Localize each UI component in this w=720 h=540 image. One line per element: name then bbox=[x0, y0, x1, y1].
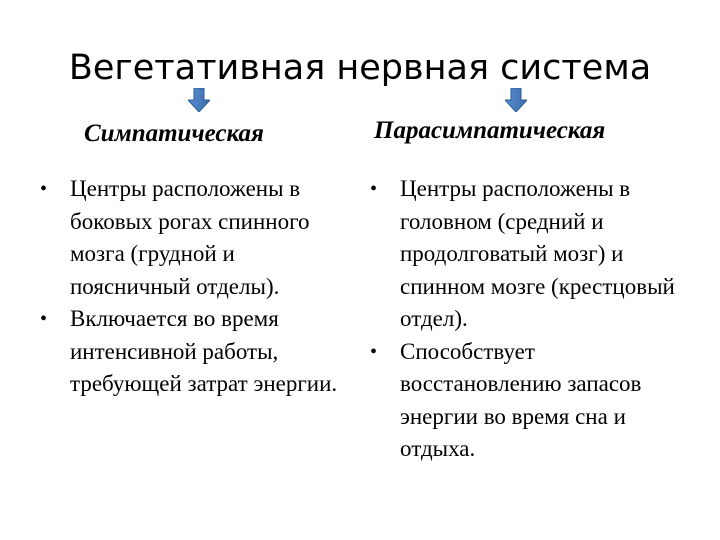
bullet-icon: • bbox=[40, 178, 48, 200]
list-item bbox=[366, 336, 696, 466]
down-arrow-icon bbox=[505, 88, 527, 112]
down-arrow-icon bbox=[188, 88, 210, 112]
bullet-icon: • bbox=[370, 340, 378, 363]
bullet-text: Центры расположены в боковых рогах спинного мозга (грудной и поясничный отделы). bbox=[70, 176, 310, 299]
bullet-text: Включается во время интенсивной работы, требующей затрат энергии. bbox=[70, 306, 338, 396]
list-item bbox=[366, 173, 696, 336]
sympathetic-list bbox=[36, 173, 356, 401]
parasympathetic-heading: Парасимпатическая bbox=[374, 117, 606, 144]
slide-title: Вегетативная нервная система bbox=[68, 48, 652, 88]
bullet-text: Центры расположены в головном (средний и продолговатый мозг) и спинном мозге (крестцовый отдел). bbox=[400, 176, 675, 331]
sympathetic-heading: Симпатическая bbox=[84, 120, 264, 147]
list-item bbox=[36, 303, 356, 401]
bullet-icon: • bbox=[40, 308, 48, 330]
list-item bbox=[36, 173, 356, 303]
bullet-text: Способствует восстановлению запасов энергии во время сна и отдыха. bbox=[400, 338, 642, 461]
bullet-icon: • bbox=[370, 178, 378, 200]
parasympathetic-list bbox=[366, 173, 696, 466]
